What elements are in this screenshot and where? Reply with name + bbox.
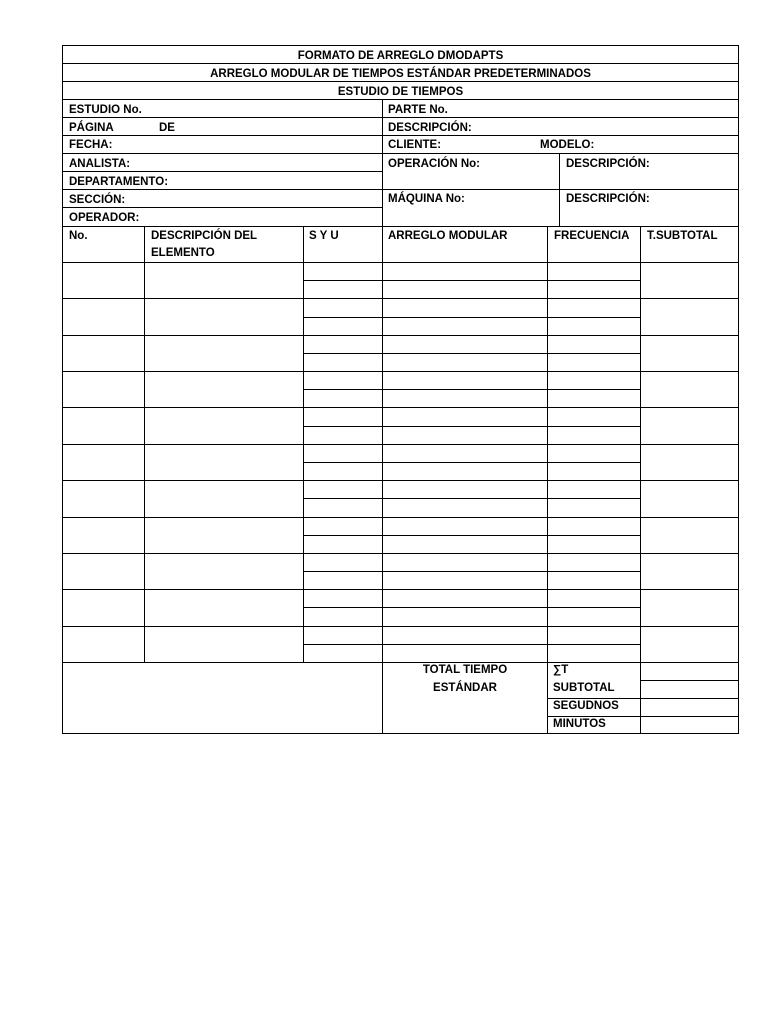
col-syu: S Y U [309, 230, 339, 242]
total-label-line1: TOTAL TIEMPO [422, 664, 508, 676]
row-rule [303, 498, 640, 499]
row-rule [63, 553, 738, 554]
departamento-label: DEPARTAMENTO: [69, 176, 169, 188]
rule [63, 171, 382, 172]
row-rule [63, 626, 738, 627]
row-rule [303, 353, 640, 354]
minutos-label: MINUTOS [553, 718, 606, 730]
operador-label: OPERADOR: [69, 212, 140, 224]
rule [640, 680, 738, 681]
form-title: FORMATO DE ARREGLO DMODAPTS [297, 50, 504, 62]
row-rule [303, 535, 640, 536]
seccion-label: SECCIÓN: [69, 194, 126, 206]
row-rule [303, 644, 640, 645]
row-rule [303, 389, 640, 390]
rule [63, 81, 738, 82]
row-rule [63, 444, 738, 445]
row-rule [303, 571, 640, 572]
row-rule [303, 462, 640, 463]
descripcion-label: DESCRIPCIÓN: [388, 122, 472, 134]
operacion-desc-label: DESCRIPCIÓN: [566, 158, 650, 170]
row-rule [63, 480, 738, 481]
maquina-label: MÁQUINA No: [388, 193, 465, 205]
col-arreglo: ARREGLO MODULAR [388, 230, 508, 242]
row-rule [63, 589, 738, 590]
row-rule [63, 371, 738, 372]
row-rule [63, 298, 738, 299]
row-rule [303, 607, 640, 608]
rule [63, 207, 382, 208]
row-rule [303, 426, 640, 427]
sum-t-label: ∑T [553, 664, 569, 676]
cliente-label: CLIENTE: [388, 139, 442, 151]
operacion-label: OPERACIÓN No: [388, 158, 480, 170]
row-rule [63, 517, 738, 518]
rule [63, 135, 738, 136]
row-rule [63, 335, 738, 336]
col-desc-line2: ELEMENTO [151, 247, 215, 259]
rule [382, 99, 383, 227]
analista-label: ANALISTA: [69, 158, 131, 170]
time-study-form [62, 45, 739, 734]
segundos-label: SEGUDNOS [553, 700, 619, 712]
rule [63, 662, 738, 663]
rule [63, 117, 738, 118]
rule [63, 99, 738, 100]
rule [63, 63, 738, 64]
rule [63, 189, 738, 190]
rule [63, 262, 738, 263]
col-desc-line1: DESCRIPCIÓN DEL [151, 230, 258, 242]
rule [547, 716, 738, 717]
form-section: ESTUDIO DE TIEMPOS [337, 86, 464, 98]
rule [559, 153, 560, 227]
de-label: DE [159, 122, 175, 134]
col-tsubtotal: T.SUBTOTAL [647, 230, 718, 242]
estudio-label: ESTUDIO No. [69, 104, 142, 116]
rule [547, 698, 738, 699]
total-label-line2: ESTÁNDAR [433, 682, 497, 694]
form-subtitle: ARREGLO MODULAR DE TIEMPOS ESTÁNDAR PREDETERMINADOS [210, 68, 591, 80]
row-rule [303, 317, 640, 318]
pagina-label: PÁGINA [69, 122, 114, 134]
maquina-desc-label: DESCRIPCIÓN: [566, 193, 650, 205]
parte-label: PARTE No. [388, 104, 448, 116]
col-no: No. [69, 230, 88, 242]
rule [63, 226, 738, 227]
rule [63, 153, 738, 154]
row-rule [303, 280, 640, 281]
subtotal-label: SUBTOTAL [553, 682, 615, 694]
modelo-label: MODELO: [540, 139, 595, 151]
col-frecuencia: FRECUENCIA [554, 230, 630, 242]
fecha-label: FECHA: [69, 139, 113, 151]
row-rule [63, 407, 738, 408]
